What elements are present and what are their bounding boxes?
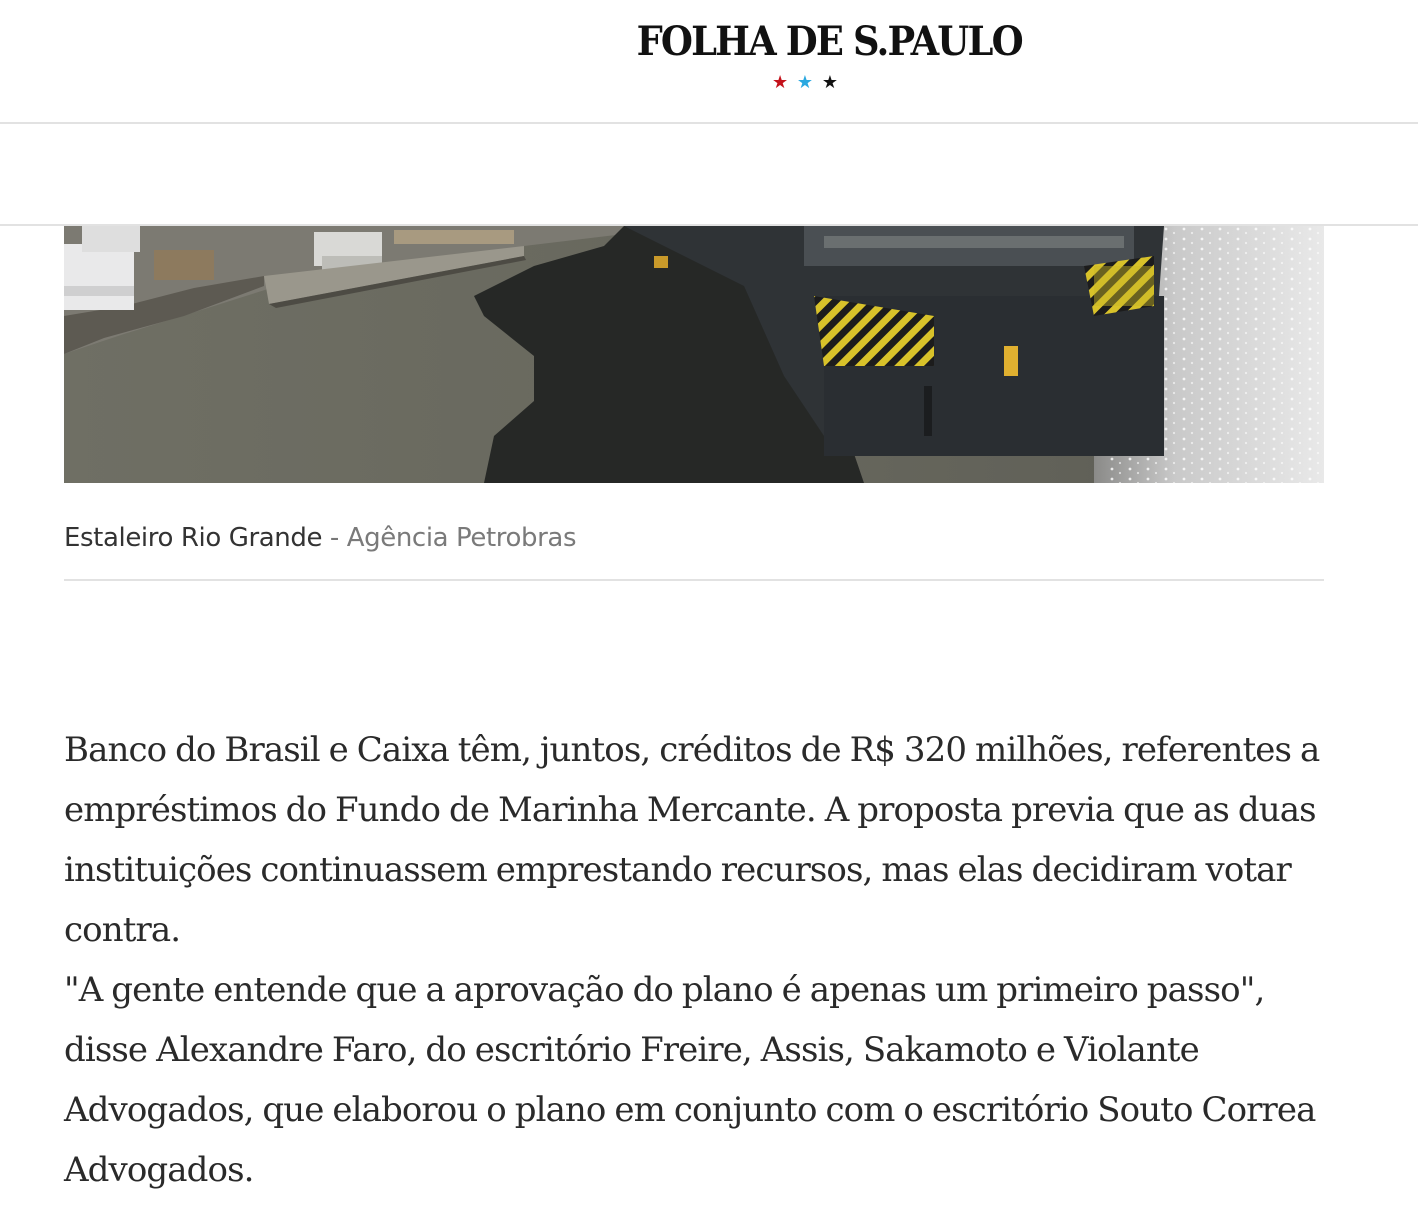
- site-header: [0, 0, 1418, 124]
- shipyard-aerial-photo: [64, 226, 1324, 483]
- black-star-icon: ★: [821, 72, 838, 93]
- navigation-bar: [0, 124, 1418, 226]
- logo-stars: [772, 72, 838, 94]
- article-photo: [64, 226, 1324, 483]
- blue-star-icon: ★: [796, 72, 814, 93]
- folha-logo-link[interactable]: [622, 18, 1022, 98]
- article-paragraph: Banco do Brasil e Caixa têm, juntos, créditos de R$ 320 milhões, referentes a empréstimos do Fundo de Marinha Mercante. A proposta previa que as duas instituições continuassem emprestando recursos, mas elas decidiram votar contra.: [64, 730, 1320, 950]
- caption-separator: -: [322, 523, 347, 553]
- photo-caption: [64, 518, 1324, 558]
- photo-credit: Agência Petrobras: [346, 523, 577, 553]
- article-body: [64, 720, 1334, 1200]
- red-star-icon: ★: [772, 72, 789, 93]
- caption-title: Estaleiro Rio Grande: [64, 523, 323, 553]
- logo-wordmark: FOLHA DE S.PAULO: [636, 18, 1022, 65]
- article-paragraph: "A gente entende que a aprovação do plano é apenas um primeiro passo", disse Alexandre Faro, do escritório Freire, Assis, Sakamoto e Violante Advogados, que elaborou o plano em conjunto com o escritório Souto Correa Advogados.: [64, 970, 1316, 1190]
- caption-divider: [64, 579, 1324, 581]
